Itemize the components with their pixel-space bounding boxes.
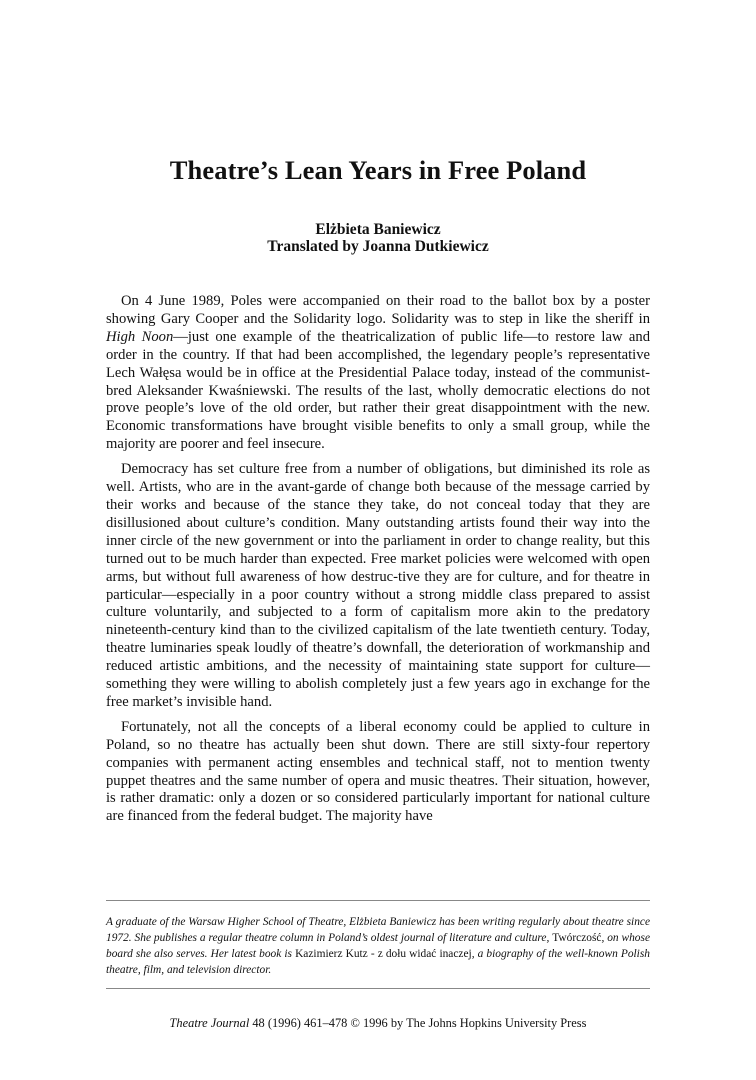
footnote-book-title: Kazimierz Kutz - z dołu widać inaczej (295, 947, 472, 960)
footnote-text-c: , a biography of the well-known Polish theatre, film, and television director. (106, 947, 650, 976)
article-title: Theatre’s Lean Years in Free Poland (169, 155, 587, 185)
paragraph-1 (106, 293, 650, 454)
paragraph-1-text-b: —just one example of the theatricalization of public life—to restore law and order in the country. If that had been accomplished, the legendary people’s representative Lech Wałęsa would be in office at the Presidential Palace today, instead of the communist-bred Aleksander Kwaśniewski. The results of the last, wholly democratic elections do not prove people’s love of the old order, but rather their great disappointment with the new. Economic transformations have brought visible benefits to only a small group, while the majority are poorer and feel insecure. (106, 328, 651, 453)
journal-name: Theatre Journal (169, 1016, 250, 1030)
footnote-journal-name: Twórczość (552, 931, 602, 944)
article-body (106, 293, 650, 833)
footnote-text-b: , on whose board she also serves. Her latest book is (106, 931, 650, 960)
author-name: Elżbieta Baniewicz (315, 221, 441, 238)
author-bio-footnote (106, 915, 650, 979)
footnote-bottom-rule (106, 988, 650, 989)
paragraph-2: Democracy has set culture free from a number of obligations, but diminished its role as well. Artists, who are in the avant-garde of change both because of the message carried by their works and because of the stance they take, do not conceal today that they are disillusioned about culture’s condition. Many outstanding artists found their way into the inner circle of the new government or into the parliament in order to change reality, but this turned out to be much harder than expected. Free market policies were welcomed with open arms, but without full awareness of how destruc-tive they are for culture, and for theatre in particular—especially in a poor country without a strong middle class prepared to assist culture voluntarily, and subjected to a form of capitalism more akin to the predatory nineteenth-century kind than to the civilized capitalism of the late twentieth century. Today, theatre luminaries speak loudly of theatre’s downfall, the deterioration of workmanship and reduced artistic ambitions, and the necessity of maintaining state support for culture—something they were willing to abolish completely just a few years ago in exchange for the free market’s invisible hand. (106, 461, 650, 710)
journal-citation: 48 (1996) 461–478 © 1996 by The Johns Hopkins University Press (249, 1016, 587, 1030)
paragraph-3: Fortunately, not all the concepts of a liberal economy could be applied to culture in Poland, so no theatre has actually been shut down. There are still sixty-four repertory companies with permanent acting ensembles and technical staff, not to mention twenty puppet theatres and the same number of opera and music theatres. Their situation, however, is rather dramatic: only a dozen or so considered particularly important for national culture are financed from the federal budget. The majority have (106, 718, 650, 825)
footnote-text-a: A graduate of the Warsaw Higher School of Theatre, Elżbieta Baniewicz has been writing regularly about theatre since 1972. She publishes a regular theatre column in Poland’s oldest journal of literature and culture, (106, 916, 650, 944)
translator-credit: Translated by Joanna Dutkiewicz (267, 238, 489, 255)
footnote-top-rule (106, 900, 650, 901)
film-title: High Noon (106, 328, 174, 345)
journal-citation-footer (0, 1016, 756, 1031)
paragraph-1-text-a: On 4 June 1989, Poles were accompanied on their road to the ballot box by a poster showing Gary Cooper and the Solidarity logo. Solidarity was to step in like the sheriff in (106, 293, 650, 327)
